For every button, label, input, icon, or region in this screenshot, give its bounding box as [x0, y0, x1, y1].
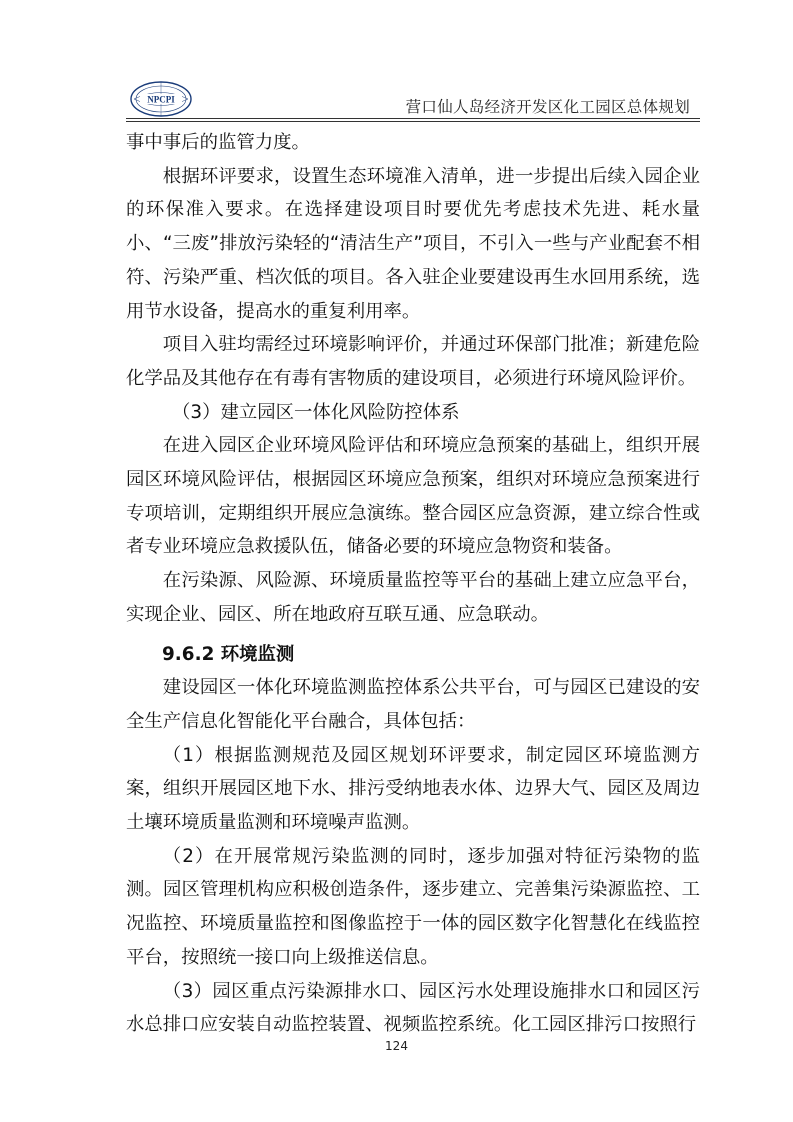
header-rule-bottom: [126, 121, 700, 122]
header-rule-top: [126, 118, 700, 119]
paragraph-emergency-platform: 在污染源、风险源、环境质量监控等平台的基础上建立应急平台，实现企业、园区、所在地政府互联互通、应急联动。: [126, 570, 700, 625]
npcpi-logo-icon: [128, 78, 194, 120]
paragraph-monitoring-item-2: （2）在开展常规污染监测的同时，逐步加强对特征污染物的监测。园区管理机构应积极创造条件，逐步建立、完善集污染源监控、工况监控、环境质量监控和图像监控于一体的园区数字化智慧化在线监控平台，按照统一接口向上级推送信息。: [126, 845, 700, 968]
section-heading-environmental-monitoring: 9.6.2 环境监测: [162, 643, 295, 665]
logo-text: NPCPI: [147, 94, 175, 105]
page-number: 124: [385, 1039, 408, 1053]
body-text: [126, 126, 700, 1042]
paragraph-risk-assessment: 在进入园区企业环境风险评估和环境应急预案的基础上，组织开展园区环境风险评估，根据园区环境应急预案，组织对环境应急预案进行专项培训，定期组织开展应急演练。整合园区应急资源，建立综合性或者专业环境应急救援队伍，储备必要的环境应急物资和装备。: [126, 435, 700, 558]
paragraph-env-admission: 根据环评要求，设置生态环境准入清单，进一步提出后续入园企业的环保准入要求。在选择建设项目时要优先考虑技术先进、耗水量小、“三废”排放污染轻的“清洁生产”项目，不引入一些与产业配套不相符、污染严重、档次低的项目。各入驻企业要建设再生水回用系统，选用节水设备，提高水的重复利用率。: [126, 165, 700, 322]
paragraph-eia-requirement: 项目入驻均需经过环境影响评价，并通过环保部门批准；新建危险化学品及其他存在有毒有害物质的建设项目，必须进行环境风险评价。: [126, 334, 700, 389]
paragraph-monitoring-item-3: （3）园区重点污染源排水口、园区污水处理设施排水口和园区污水总排口应安装自动监控装置、视频监控系统。化工园区排污口按照行: [126, 980, 700, 1036]
subheading-risk-prevention: （3）建立园区一体化风险防控体系: [172, 401, 460, 423]
paragraph-monitoring-platform: 建设园区一体化环境监测监控体系公共平台，可与园区已建设的安全生产信息化智能化平台融合，具体包括：: [126, 677, 700, 732]
paragraph-continuation: 事中事后的监管力度。: [126, 132, 310, 153]
paragraph-monitoring-item-1: （1）根据监测规范及园区规划环评要求，制定园区环境监测方案，组织开展园区地下水、排污受纳地表水体、边界大气、园区及周边土壤环境质量监测和环境噪声监测。: [126, 744, 700, 834]
header-title: 营口仙人岛经济开发区化工园区总体规划: [405, 98, 690, 116]
